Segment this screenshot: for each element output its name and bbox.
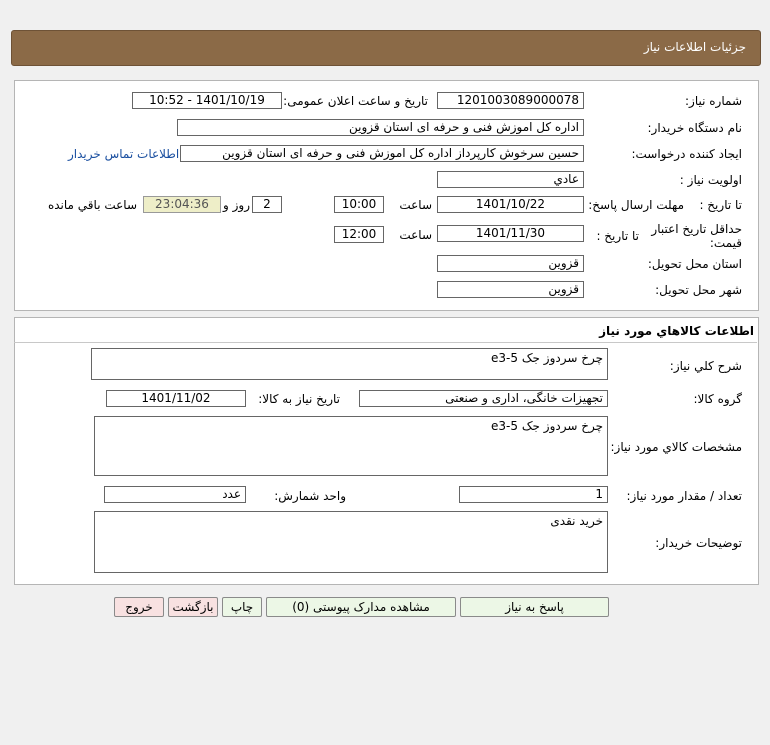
need-date-field: 1401/11/02	[106, 390, 246, 407]
print-button[interactable]: چاپ	[222, 597, 262, 617]
remaining-time-field: 23:04:36	[143, 196, 221, 213]
days-label: روز و	[223, 198, 250, 212]
buyer-notes-field: خريد نقدی	[94, 511, 608, 573]
creator-label: ايجاد کننده درخواست:	[631, 147, 742, 161]
deadline-to-date-label: تا تاريخ :	[699, 198, 742, 212]
goods-section-divider	[14, 342, 757, 343]
city-field: قزوين	[437, 281, 584, 298]
specs-label: مشخصات کالاي مورد نياز:	[610, 440, 742, 454]
quantity-label: تعداد / مقدار مورد نياز:	[626, 489, 742, 503]
summary-label: شرح کلي نياز:	[669, 359, 742, 373]
goods-section-title: اطلاعات کالاهاي مورد نياز	[599, 324, 754, 338]
need-number-label: شماره نياز:	[685, 94, 742, 108]
remaining-time-label: ساعت باقي مانده	[47, 198, 137, 212]
announce-date-field: 1401/10/19 - 10:52	[132, 92, 282, 109]
province-label: استان محل تحويل:	[647, 257, 742, 271]
buyer-org-field: اداره کل اموزش فنی و حرفه ای استان قزوين	[177, 119, 584, 136]
priority-label: اولويت نياز :	[679, 173, 742, 187]
deadline-label: مهلت ارسال پاسخ:	[588, 198, 684, 212]
creator-field: حسين سرخوش کارپرداز اداره کل اموزش فنی و حرفه ای استان قزوين	[180, 145, 584, 162]
specs-field: چرخ سردوز جک e3-5	[94, 416, 608, 476]
validity-time-label: ساعت	[399, 228, 432, 242]
view-attachments-button[interactable]: مشاهده مدارک پيوستی (0)	[266, 597, 456, 617]
need-number-field: 1201003089000078	[437, 92, 584, 109]
goods-group-field: تجهيزات خانگی، اداری و صنعتی	[359, 390, 608, 407]
quantity-field: 1	[459, 486, 608, 503]
page-header	[11, 30, 761, 66]
validity-time-field: 12:00	[334, 226, 384, 243]
reply-button[interactable]: پاسخ به نياز	[460, 597, 609, 617]
deadline-time-label: ساعت	[399, 198, 432, 212]
buyer-notes-label: توضيحات خريدار:	[655, 536, 742, 550]
days-remaining-field: 2	[252, 196, 282, 213]
deadline-date-field: 1401/10/22	[437, 196, 584, 213]
priority-field: عادي	[437, 171, 584, 188]
validity-to-date-label: تا تاريخ :	[596, 229, 639, 243]
unit-field: عدد	[104, 486, 246, 503]
validity-label: حداقل تاريخ اعتبار قيمت:	[651, 222, 742, 250]
need-date-label: تاريخ نياز به کالا:	[258, 392, 340, 406]
page-title: جزئيات اطلاعات نياز	[643, 40, 746, 54]
buyer-contact-link[interactable]: اطلاعات تماس خريدار	[68, 147, 180, 161]
province-field: قزوين	[437, 255, 584, 272]
unit-label: واحد شمارش:	[274, 489, 346, 503]
summary-field: چرخ سردوز جک e3-5	[91, 348, 608, 380]
need-info-panel	[14, 80, 759, 311]
back-button[interactable]: بازگشت	[168, 597, 218, 617]
exit-button[interactable]: خروج	[114, 597, 164, 617]
validity-date-field: 1401/11/30	[437, 225, 584, 242]
deadline-time-field: 10:00	[334, 196, 384, 213]
buyer-org-label: نام دستگاه خريدار:	[647, 121, 742, 135]
announce-date-label: تاريخ و ساعت اعلان عمومی:	[283, 94, 428, 108]
city-label: شهر محل تحويل:	[655, 283, 742, 297]
goods-group-label: گروه کالا:	[693, 392, 742, 406]
